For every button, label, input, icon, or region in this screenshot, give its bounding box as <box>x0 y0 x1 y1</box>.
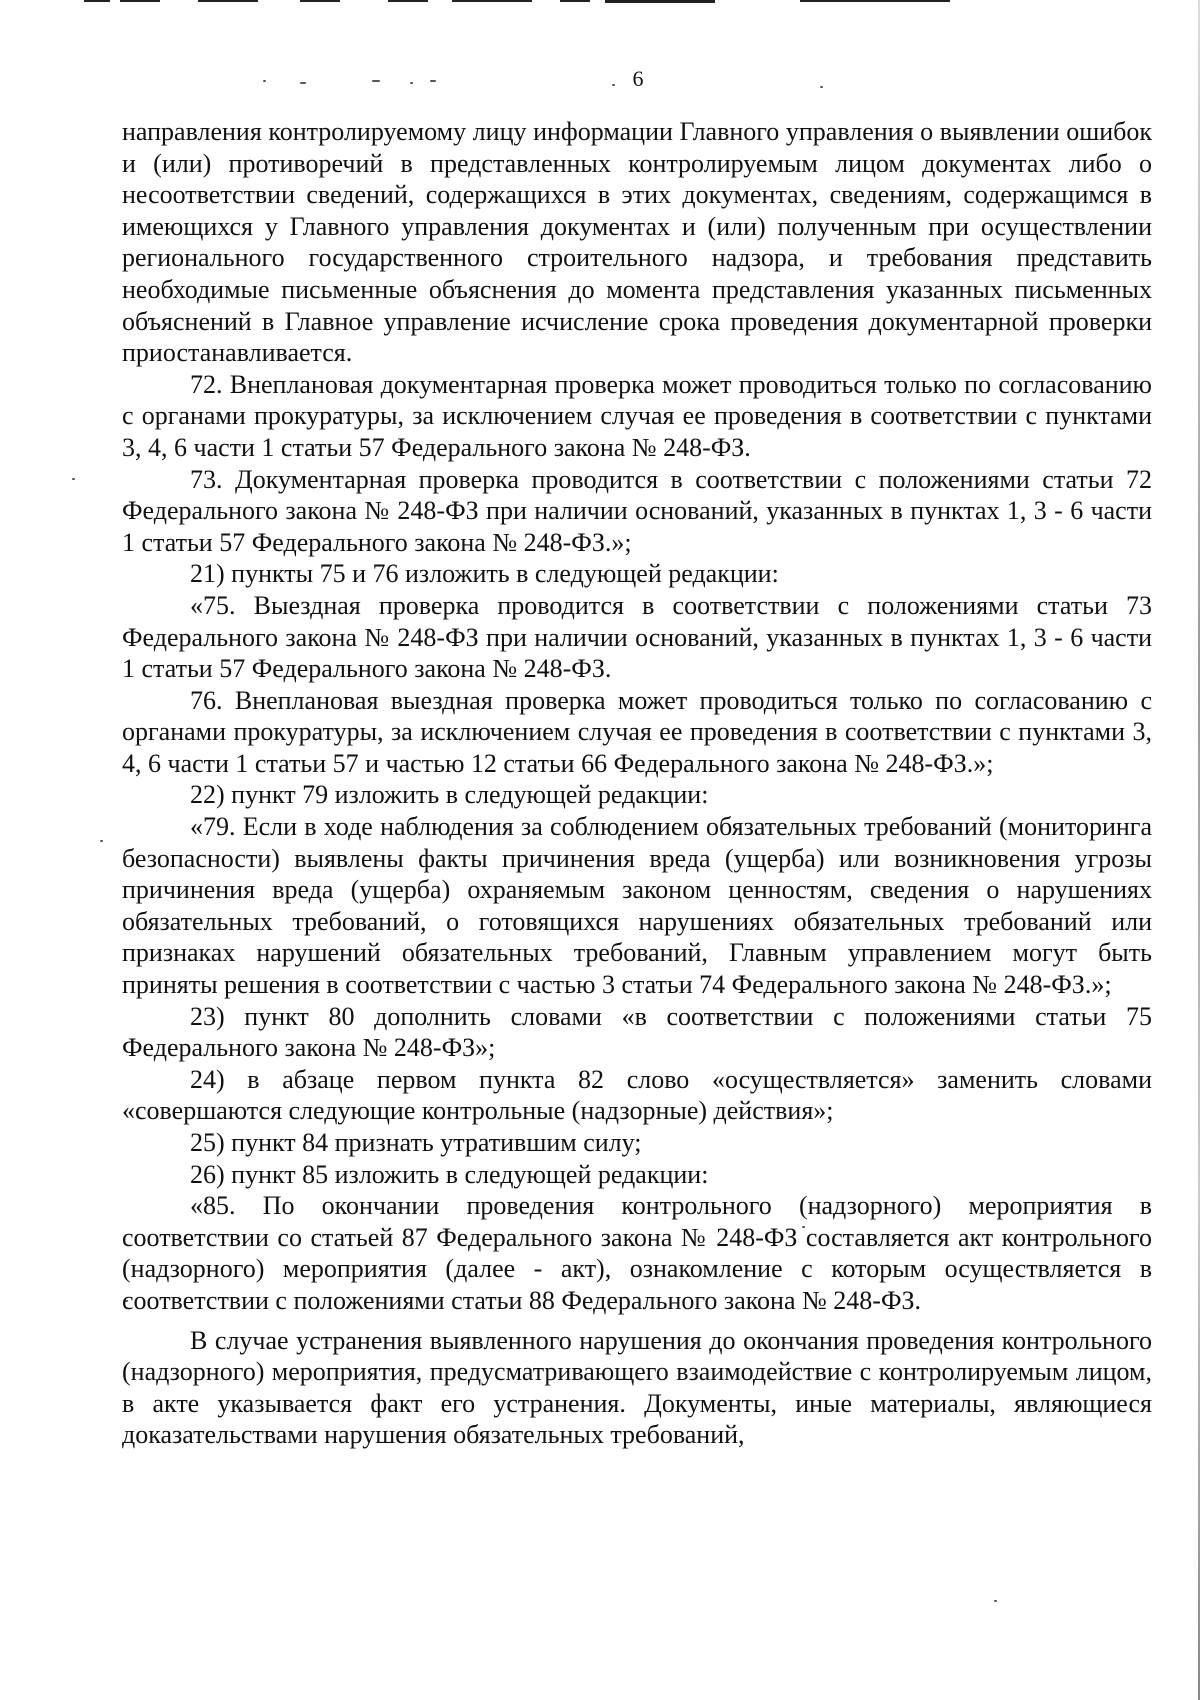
paragraph-amendment-21: 21) пункты 75 и 76 изложить в следующей редакции: <box>190 559 779 589</box>
paragraph-amendment-23: 23) пункт 80 дополнить словами «в соответствии с положениями статьи 75 Федерального закона № 248-ФЗ»; <box>122 1001 1152 1063</box>
paragraph-item-75: «75. Выездная проверка проводится в соответствии с положениями статьи 73 Федерального закона № 248-ФЗ при наличии оснований, указанных в пунктах 1, 3 - 6 части 1 статьи 57 Федерального закона № 248-ФЗ. <box>122 590 1152 684</box>
paragraph-amendment-25: 25) пункт 84 признать утратившим силу; <box>190 1128 642 1157</box>
paragraph-continuation: направления контролируемому лицу информации Главного управления о выявлении ошибок и (или) противоречий в представленных контролируемым лицом документах либо о несоответствии сведений, содержащихся в этих документах, сведениям, содержащимся в имеющихся у Главного управления документах и (или) полученным при осуществлении регионального государственного строительного надзора, и требования представить необходимые письменные объяснения до момента представления указанных письменных объяснений в Главное управление исчисление срока проведения документарной проверки приостанавливается. <box>122 117 1152 368</box>
paragraph-amendment-22: 22) пункт 79 изложить в следующей редакции: <box>190 780 709 810</box>
paragraph-amendment-26: 26) пункт 85 изложить в следующей редакции: <box>190 1159 709 1189</box>
scan-speck <box>100 840 103 842</box>
paragraph-item-79: «79. Если в ходе наблюдения за соблюдением обязательных требований (мониторинга безопасности) выявлены факты причинения вреда (ущерба) или возникновения угрозы причинения вреда (ущерба) охраняемым законом ценностям, сведения о нарушениях обязательных требований, о готовящихся нарушениях обязательных требований или признаках нарушений обязательных требований, Главным управлением могут быть приняты решения в соответствии с частью 3 статьи 74 Федерального закона № 248-ФЗ.»; <box>122 812 1152 1000</box>
scan-top-edge <box>0 0 1200 4</box>
paragraph-item-85-continued: В случае устранения выявленного нарушения до окончания проведения контрольного (надзорного) мероприятия, предусматривающего взаимодействие с контролируемым лицом, в акте указывается факт его устранения. Документы, иные материалы, являющиеся доказательствами нарушения обязательных требований, <box>122 1325 1152 1450</box>
paragraph-amendment-24: 24) в абзаце первом пункта 82 слово «осуществляется» заменить словами «совершаются следующие контрольные (надзорные) действия»; <box>122 1064 1152 1126</box>
paragraph-item-72: 72. Внеплановая документарная проверка может проводиться только по согласованию с органами прокуратуры, за исключением случая ее проведения в соответствии с пунктами 3, 4, 6 части 1 статьи 57 Федерального закона № 248-ФЗ. <box>122 369 1152 462</box>
scan-speck <box>994 1600 997 1602</box>
paragraph-item-76: 76. Внеплановая выездная проверка может проводиться только по согласованию с органами прокуратуры, за исключением случая ее проведения в соответствии с пунктами 3, 4, 6 части 1 статьи 57 и частью 12 статьи 66 Федерального закона № 248-ФЗ.»; <box>122 685 1152 778</box>
paragraph-item-85: «85. По окончании проведения контрольного (надзорного) мероприятия в соответствии со статьей 87 Федерального закона № 248-ФЗ составляется акт контрольного (надзорного) мероприятия (далее - акт), ознакомление с которым осуществляется в соответствии с положениями статьи 88 Федерального закона № 248-ФЗ. <box>122 1191 1152 1315</box>
paragraph-item-73: 73. Документарная проверка проводится в соответствии с положениями статьи 72 Федерального закона № 248-ФЗ при наличии оснований, указанных в пунктах 1, 3 - 6 части 1 статьи 57 Федерального закона № 248-ФЗ.»; <box>122 464 1152 557</box>
page-number: 6 <box>632 66 644 91</box>
scan-speck <box>72 478 75 480</box>
document-body <box>122 116 1152 1451</box>
